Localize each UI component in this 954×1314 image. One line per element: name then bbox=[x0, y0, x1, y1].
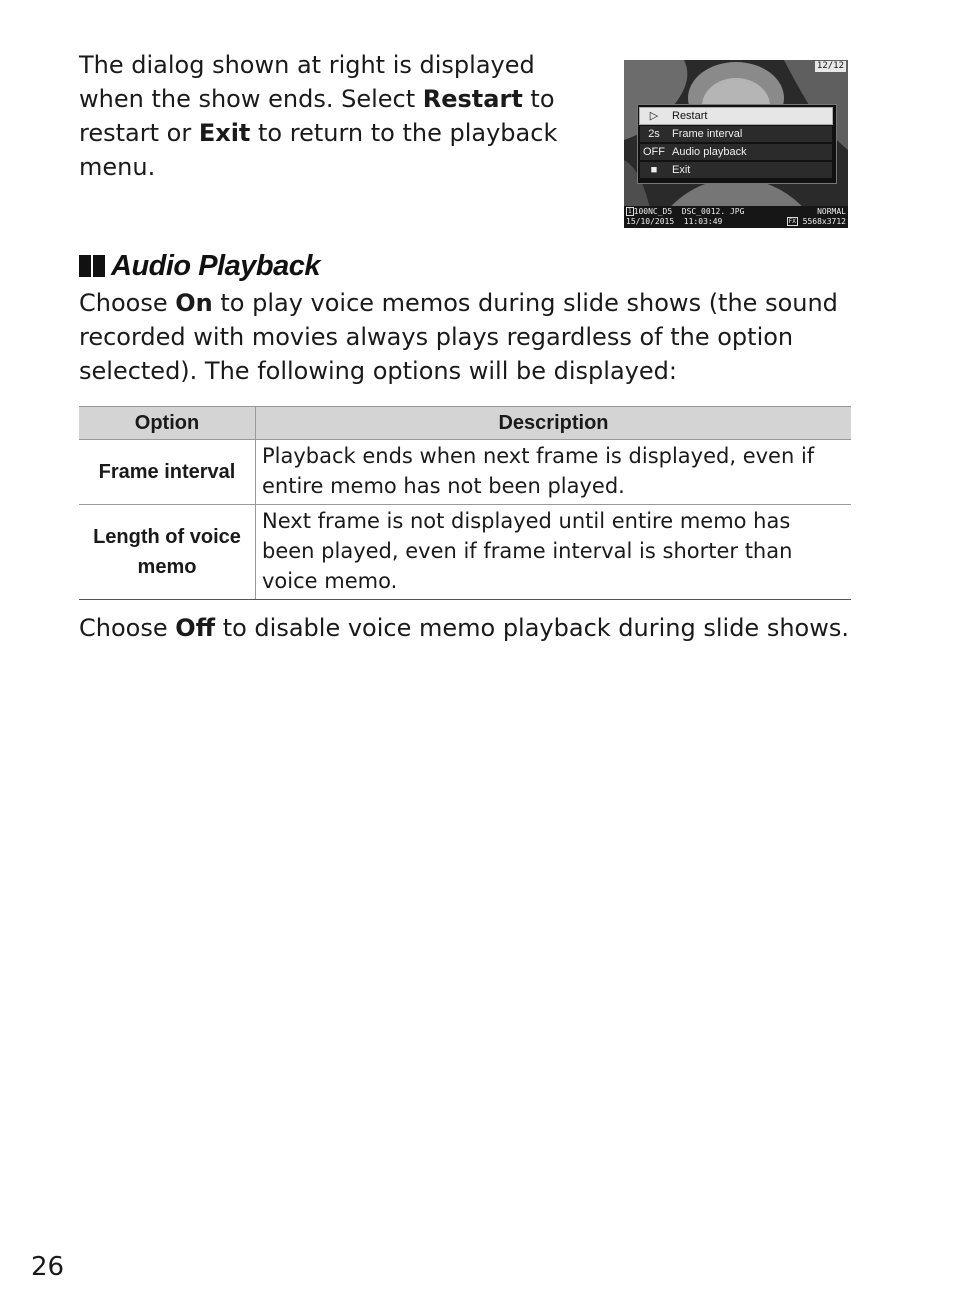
card-slot-icon: 1 bbox=[628, 208, 632, 215]
table-row bbox=[79, 505, 851, 600]
options-table bbox=[79, 406, 851, 600]
image-area-icon: FX bbox=[788, 218, 796, 225]
interval-value: 2s bbox=[648, 128, 660, 140]
section-marker-icon bbox=[93, 255, 105, 277]
off-term: Off bbox=[175, 614, 216, 642]
page-number: 26 bbox=[31, 1252, 65, 1282]
restart-term: Restart bbox=[422, 85, 523, 113]
intro-paragraph: The dialog shown at right is displayed when the show ends. Select Restart to restart or Exit to return to the playback menu. bbox=[79, 51, 558, 181]
section-heading: Audio Playback bbox=[79, 246, 320, 286]
image-info-line-1: 1 100NC_D5 DSC_0012. JPG NORMAL bbox=[628, 207, 846, 216]
off-paragraph: Choose Off to disable voice memo playback during slide shows. bbox=[79, 614, 849, 642]
column-header-option: Option bbox=[79, 407, 256, 440]
image-info-line-2: 15/10/2015 11:03:49 FX 5568x3712 bbox=[626, 217, 846, 226]
column-header-description: Description bbox=[256, 407, 852, 440]
exit-term: Exit bbox=[198, 119, 251, 147]
table-header-row bbox=[79, 407, 851, 440]
play-icon: ▷ bbox=[649, 110, 659, 122]
menu-item-restart[interactable]: ▷ Restart bbox=[640, 108, 832, 124]
table-row bbox=[79, 440, 851, 505]
option-cell: Length of voice memo bbox=[79, 505, 256, 600]
menu-item-exit[interactable]: ■ Exit bbox=[640, 162, 832, 178]
menu-item-audio-playback[interactable]: OFF Audio playback bbox=[640, 144, 832, 160]
option-cell: Frame interval bbox=[79, 440, 256, 505]
camera-screen-illustration bbox=[624, 60, 848, 228]
audio-setting-value: OFF bbox=[643, 146, 665, 158]
audio-intro-paragraph: Choose On to play voice memos during slide shows (the sound recorded with movies always plays regardless of the option selected). The following options will be displayed: bbox=[79, 289, 838, 385]
frame-counter: 12/12 bbox=[816, 61, 844, 71]
description-cell: Playback ends when next frame is displayed, even if entire memo has not been played. bbox=[256, 440, 852, 505]
slideshow-end-dialog bbox=[637, 104, 837, 184]
description-cell: Next frame is not displayed until entire memo has been played, even if frame interval is shorter than voice memo. bbox=[256, 505, 852, 600]
stop-icon: ■ bbox=[650, 164, 658, 176]
on-term: On bbox=[175, 289, 213, 317]
menu-item-frame-interval[interactable]: 2s Frame interval bbox=[640, 126, 832, 142]
section-marker-icon bbox=[79, 255, 91, 277]
